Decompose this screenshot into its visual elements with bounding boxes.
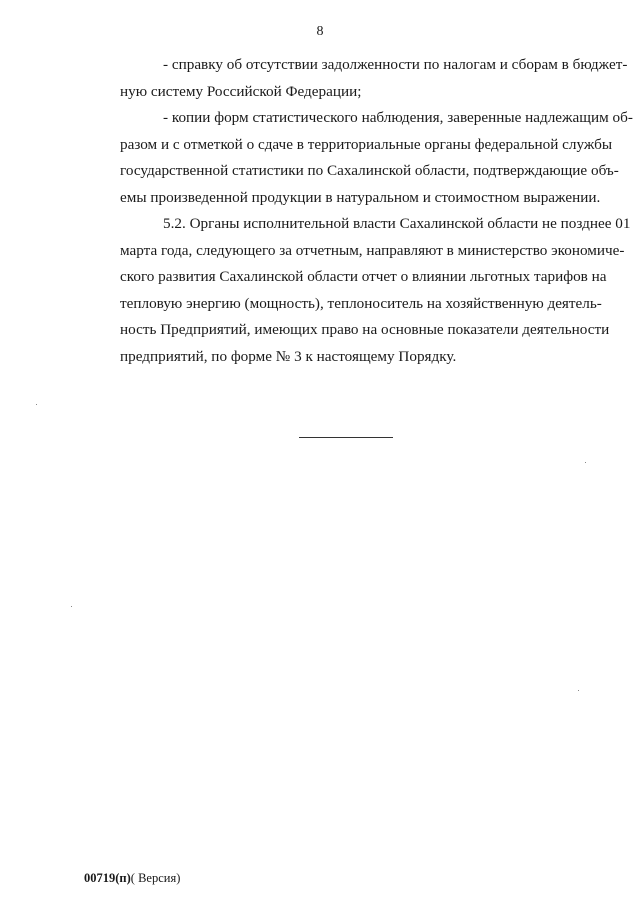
paragraph-line: предприятий, по форме № 3 к настоящему Порядку.: [120, 347, 457, 365]
paragraph-line: марта года, следующего за отчетным, направляют в министерство экономиче-: [120, 241, 625, 259]
paragraph-line: ского развития Сахалинской области отчет о влиянии льготных тарифов на: [120, 268, 607, 285]
paragraph-line: 5.2. Органы исполнительной власти Сахалинской области не позднее 01: [163, 215, 631, 232]
paragraph-line: разом и с отметкой о сдаче в территориальные органы федеральной службы: [120, 135, 613, 153]
paragraph-line: - копии форм статистического наблюдения, заверенные надлежащим об-: [163, 109, 633, 126]
paragraph-section-5-2: [77, 211, 631, 370]
paragraph-tax-certificate: [77, 52, 628, 105]
page-number: 8: [316, 24, 324, 39]
paragraph-line: - справку об отсутствии задолженности по налогам и сборам в бюджет-: [163, 56, 628, 73]
end-of-document-divider: [299, 437, 393, 438]
scan-speck: [36, 404, 37, 405]
document-body: [77, 52, 633, 370]
footer-document-code: 00719(п): [84, 871, 131, 885]
paragraph-line: ную систему Российской Федерации;: [120, 82, 362, 100]
scan-speck: [578, 690, 579, 691]
paragraph-line: емы произведенной продукции в натуральном и стоимостном выражении.: [120, 188, 601, 206]
document-footer: [84, 871, 180, 886]
paragraph-line: тепловую энергию (мощность), теплоноситель на хозяйственную деятель-: [120, 294, 602, 312]
scan-speck: [71, 606, 72, 607]
paragraph-line: государственной статистики по Сахалинской области, подтверждающие объ-: [120, 162, 619, 179]
scan-speck: [585, 462, 586, 463]
paragraph-line: ность Предприятий, имеющих право на основные показатели деятельности: [120, 321, 610, 338]
paragraph-statistics-forms: [77, 105, 633, 211]
footer-version-label: ( Версия): [130, 871, 181, 885]
